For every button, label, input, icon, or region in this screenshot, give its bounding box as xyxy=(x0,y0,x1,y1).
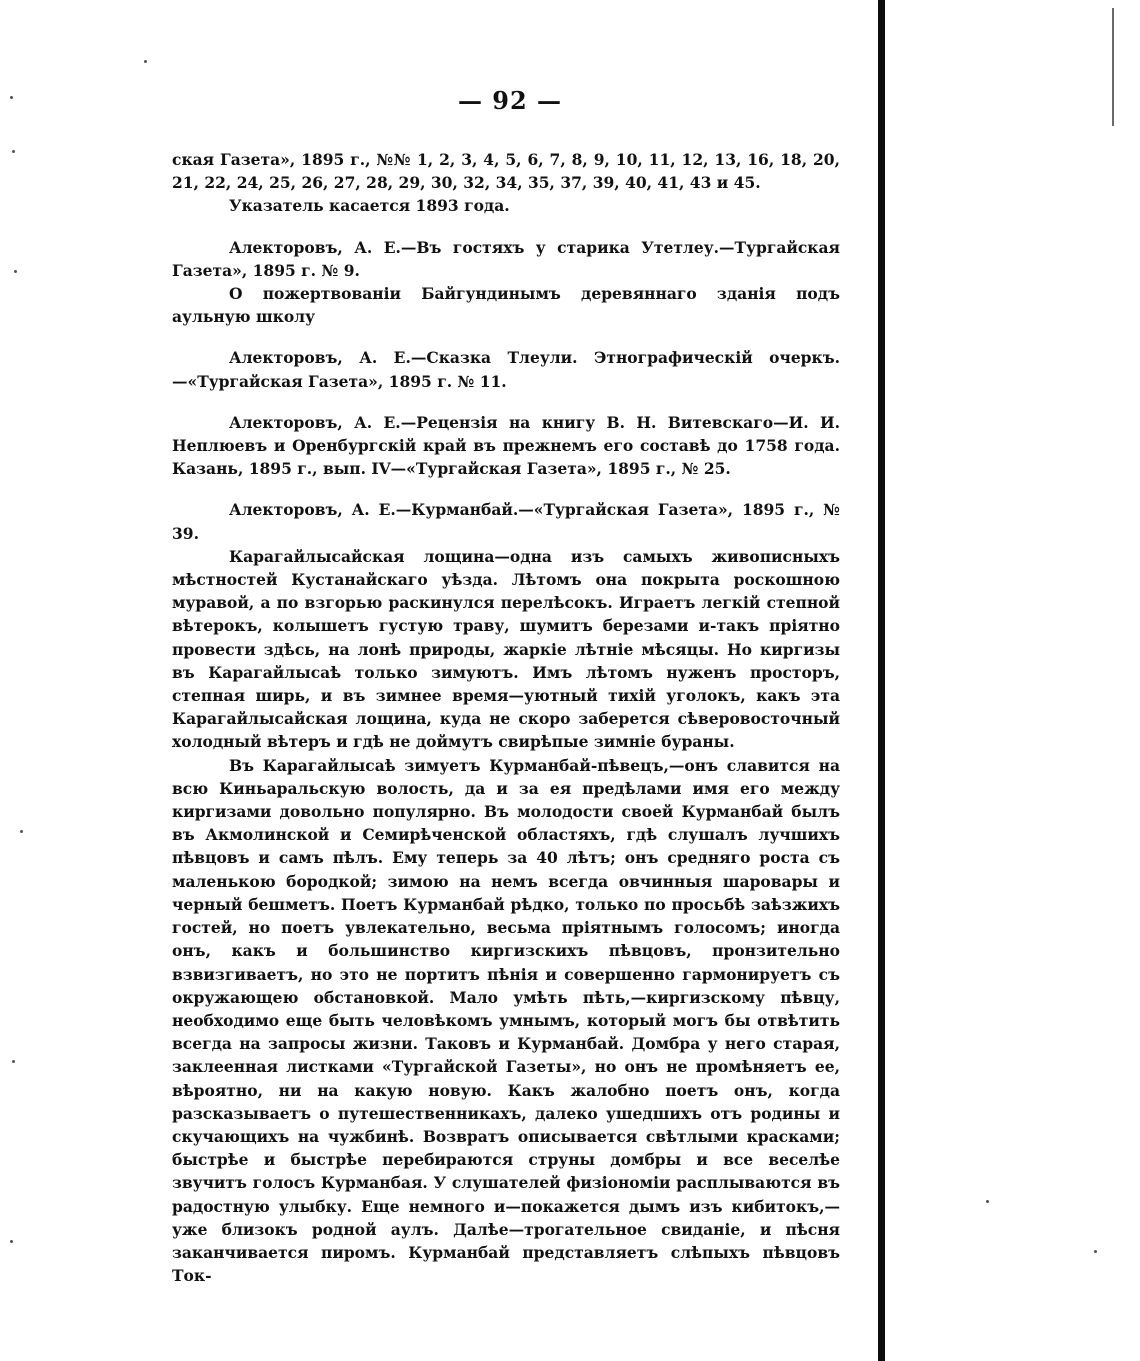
continuation-paragraph: ская Газета», 1895 г., №№ 1, 2, 3, 4, 5, 6, 7, 8, 9, 10, 11, 12, 13, 16, 18, 20, 21, 22, 24, 25, 26, 27, 28, 29, 30, 32, 34, 35, 37, 39, 40, 41, 43 и 45. xyxy=(172,150,840,193)
bibliography-entry: Алекторовъ, А. Е.—Въ гостяхъ у старика Утетлеу.—Тургайская Газета», 1895 г. № 9. xyxy=(172,237,840,280)
page-number: — 92 — xyxy=(457,86,563,115)
body-paragraph: Въ Карагайлысаѣ зимуетъ Курманбай-пѣвецъ,—онъ славится на всю Киньаральскую волость, да и за ея предѣлами имя его между киргизами довольно популярно. Въ молодости своей Курманбай былъ въ Акмолинской и Семирѣченской областяхъ, гдѣ слушалъ лучшихъ пѣвцовъ и самъ пѣлъ. Ему теперь за 40 лѣтъ; онъ средняго роста съ маленькою бородкой; зимою на немъ всегда овчинныя шаровары и черный бешметъ. Поетъ Курманбай рѣдко, только по просьбѣ заѣзжихъ гостей, но поетъ увлекательно, весьма пріятнымъ голосомъ; иногда онъ, какъ и большинство киргизскихъ пѣвцовъ, пронзительно взвизгиваетъ, но это не портитъ пѣнія и совершенно гармонируетъ съ окружающею обстановкой. Мало умѣть пѣть,—киргизскому пѣвцу, необходимо еще быть человѣкомъ умнымъ, который могъ бы отвѣтить всегда на запросы жизни. Таковъ и Курманбай. Домбра у него старая, заклеенная листками «Тургайской Газеты», но онъ не промѣняетъ ее, вѣроятно, ни на какую новую. Какъ жалобно поетъ онъ, когда разсказываетъ о путешественникахъ, далеко ушедшихъ отъ родины и скучающихъ на чужбинѣ. Возвратъ описывается свѣтлыми красками; быстрѣе и быстрѣе перебираются струны домбры и все веселѣе звучитъ голосъ Курманбая. У слушателей физіономіи расплываются въ радостную улыбку. Еще немного и—покажется дымъ изъ кибитокъ,—уже близокъ родной аулъ. Далѣе—трогательное свиданіе, и пѣсня заканчивается пиромъ. Курманбай представляетъ слѣпыхъ пѣвцовъ Ток- xyxy=(172,755,840,1286)
scan-speck xyxy=(10,96,13,99)
scan-speck xyxy=(10,1240,13,1243)
scan-speck xyxy=(12,1060,15,1063)
scan-speck xyxy=(20,830,23,833)
bibliography-entry: Алекторовъ, А. Е.—Курманбай.—«Тургайская Газета», 1895 г., № 39. xyxy=(172,500,840,543)
scan-speck xyxy=(986,1200,989,1203)
scan-speck xyxy=(14,270,17,273)
binding-edge-line xyxy=(878,0,885,1361)
scan-speck xyxy=(12,150,15,153)
body-paragraph: Карагайлысайская лощина—одна изъ самыхъ живописныхъ мѣстностей Кустанайскаго уѣзда. Лѣтомъ она покрыта роскошною муравой, а по взгорью раскинулся перелѣсокъ. Играетъ легкій степной вѣтерокъ, колышетъ густую траву, шумитъ березами и-такъ пріятно провести здѣсь, на лонѣ природы, жаркіе лѣтніе мѣсяцы. Но киргизы въ Карагайлысаѣ только зимуютъ. Имъ лѣтомъ нуженъ просторъ, степная ширь, и въ зимнее время—уютный тихій уголокъ, какъ эта Карагайлысайская лощина, куда не скоро заберется сѣверовосточный холодный вѣтеръ и гдѣ не доймутъ свирѣпые зимніе бураны. xyxy=(172,546,840,752)
margin-mark xyxy=(1112,8,1114,126)
index-note: Указатель касается 1893 года. xyxy=(229,196,510,216)
scan-speck xyxy=(1094,1250,1097,1253)
entry-note: О пожертвованіи Байгундинымъ деревяннаго зданія подъ аульную школу xyxy=(172,284,840,327)
bibliography-entry: Алекторовъ, А. Е.—Рецензія на книгу В. Н. Витевскаго—И. И. Неплюевъ и Оренбургскій край въ прежнемъ его составѣ до 1758 года. Казань, 1895 г., вып. IV—«Тургайская Газета», 1895 г., № 25. xyxy=(172,412,840,479)
bibliography-entry: Алекторовъ, А. Е.—Сказка Тлеули. Этнографическій очеркъ.—«Тургайская Газета», 1895 г. № 11. xyxy=(172,348,840,391)
scan-speck xyxy=(144,60,147,63)
page-text xyxy=(172,148,840,1287)
